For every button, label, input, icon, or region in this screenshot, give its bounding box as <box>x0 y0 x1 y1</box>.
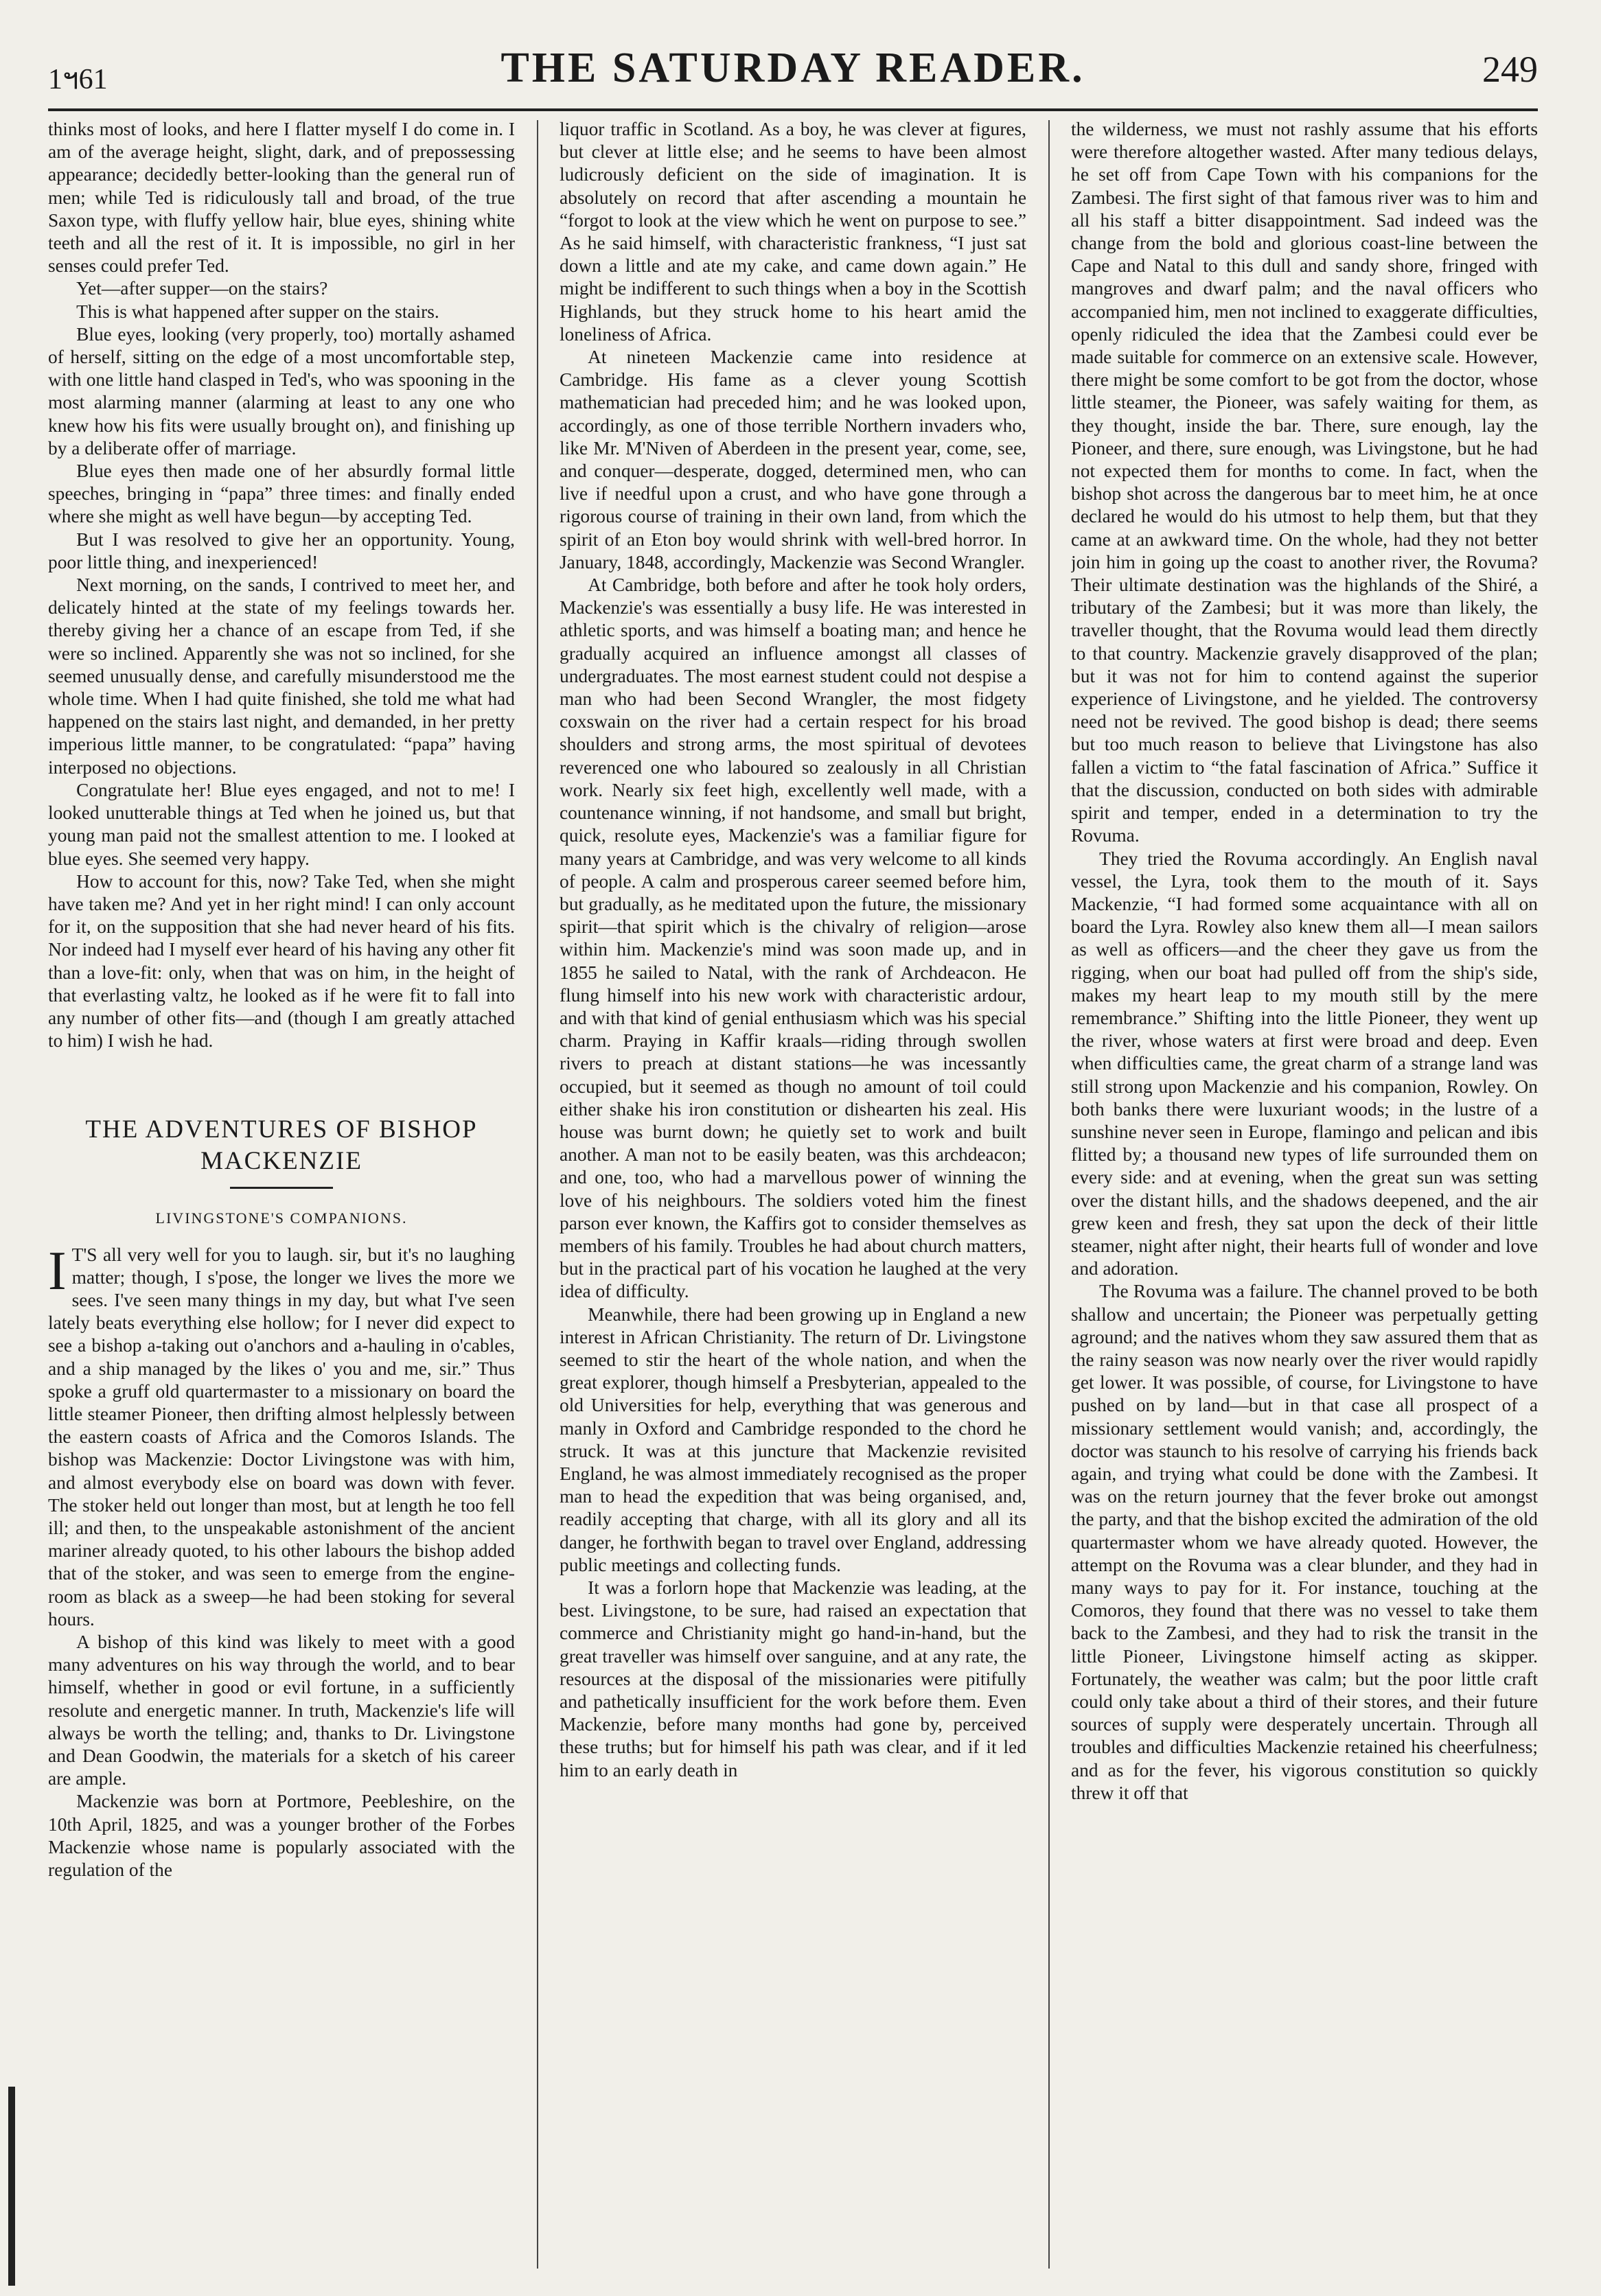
column-2 <box>560 118 1026 2266</box>
paragraph: The Rovuma was a failure. The channel proved to be both shallow and uncertain; the Pioneer was perpetually getting aground; and the natives whom they saw assured them that as the rainy season was now nearly over the river would rapidly get lower. It was possible, of course, for Livingstone to have pushed on by land—but in that case all prospect of a missionary settlement would vanish; and, accordingly, the doctor was staunch to his resolve of carrying his friends back again, and trying what could be done with the Zambesi. It was on the return journey that the fever broke out amongst the party, and that the bishop excited the admiration of the old quartermaster whom we have already quoted. However, the attempt on the Rovuma was a clear blunder, and they had in many ways to pay for it. For instance, touching at the Comoros, they found that there was no vessel to take them back to the Zambesi, and they had to risk the transit in the little Pioneer, Livingstone himself acting as skipper. Fortunately, the weather was calm; but the poor little craft could only take about a third of their stores, and their future sources of supply were desperately uncertain. Through all troubles and difficulties Mackenzie retained his cheerfulness; and as for the fever, his vigorous constitution so quickly threw it off that <box>1071 1281 1538 1803</box>
paragraph: Yet—after supper—on the stairs? <box>76 278 328 299</box>
paragraph: liquor traffic in Scotland. As a boy, he was clever at figures, but clever at little else; and he seems to have been almost ludicrously deficient on the side of imagination. It is absolutely on record that after ascending a mountain he “forgot to look at the view which he went on purpose to see.” As he said himself, with characteristic frankness, “I just sat down a little and ate my cake, and came down again.” He might be indifferent to such things when a boy in the Scottish Highlands, but they struck home to his heart amid the loneliness of Africa. <box>560 119 1026 345</box>
paragraph: It was a forlorn hope that Mackenzie was leading, at the best. Livingstone, to be sure, had raised an expectation that commerce and Christianity might go hand-in-hand, but the great traveller was himself over sanguine, and at any rate, the resources at the disposal of the missionaries were pitifully and pathetically insufficient for the work before them. Even Mackenzie, before many months had gone by, perceived these truths; but for himself his path was clear, and if it led him to an early death in <box>560 1577 1026 1781</box>
header-rule <box>48 108 1538 111</box>
newspaper-page <box>48 41 1538 2279</box>
column-1 <box>48 118 515 2266</box>
page-number: 249 <box>1482 49 1538 90</box>
paragraph: Congratulate her! Blue eyes engaged, and not to me! I looked unutterable things at Ted when he joined us, but that young man paid not the smallest attention to me. I looked at blue eyes. She seemed very happy. <box>48 779 515 869</box>
paragraph: Next morning, on the sands, I contrived to meet her, and delicately hinted at the state of my feelings towards her. thereby giving her a chance of an escape from Ted, if she were so inclined. Apparently she was not so inclined, for she seemed unusually dense, and carefully misunderstood me the whole time. When I had quite finished, she told me what had happened on the stairs last night, and demanded, in her pretty imperious little manner, to be congratulated: “papa” having interposed no objections. <box>48 575 515 778</box>
paragraph: At nineteen Mackenzie came into residence at Cambridge. His fame as a clever young Scottish mathematician had preceded him; and he was looked upon, accordingly, as one of those terrible Northern invaders who, like Mr. M'Niven of Aberdeen in the present year, come, see, and conquer—desperate, dogged, determined men, who can live if needful upon a crust, and who have gone through a rigorous course of training in their own land, from which the spirit of an Eton boy would shrink with well-bred horror. In January, 1848, accordingly, Mackenzie was Second Wrangler. <box>560 347 1026 572</box>
paragraph: At Cambridge, both before and after he took holy orders, Mackenzie's was essentially a busy life. He was interested in athletic sports, and was himself a boating man; and hence he gradually acquired an influence amongst all classes of undergraduates. The most earnest student could not despise a man who had been Second Wrangler, the most fidgety coxswain on the river had a certain respect for his broad shoulders and strong arms, the most spiritual of devotees reverenced one who laboured so zealously in all Christian work. Nearly six feet high, excellently well made, with a countenance winning, if not handsome, and small but bright, quick, resolute eyes, Mackenzie's was a familiar figure for many years at Cambridge, and was very welcome to all kinds of people. A calm and prosperous career seemed before him, but gradually, as he meditated upon the future, the missionary spirit—that spirit which is the chivalry of religion—arose within him. Mackenzie's mind was soon made up, and in 1855 he sailed to Natal, with the rank of Archdeacon. He flung himself into his new work with characteristic ardour, and with that kind of genial enthusiasm which was his special charm. Praying in Kaffir kraals—riding through swollen rivers to preach at distant stations—he was incessantly occupied, but it seemed as though no amount of toil could either shake his iron constitution or dishearten his zeal. His house was burnt down; he quietly set to work and built another. A man not to be easily beaten, was this archdeacon; and one, too, who had a marvellous power of winning the love of his neighbours. The soldiers voted him the finest parson ever known, the Kaffirs got to consider themselves as members of his family. Troubles he had about church matters, but in the practical part of his vocation he laughed at the very idea of difficulty. <box>560 575 1026 1302</box>
paragraph <box>48 1240 515 1631</box>
column-3 <box>1071 118 1538 2266</box>
paragraph: This is what happened after supper on the stairs. <box>76 301 439 322</box>
paragraph: the wilderness, we must not rashly assume that his efforts were therefore altogether wasted. After many tedious delays, he set off from Cape Town with his companions for the Zambesi. The first sight of that famous river was to him and all his staff a bitter disappointment. Sad indeed was the change from the bold and glorious coast-line between the Cape and Natal to this dull and sandy shore, fringed with mangroves and dwarf palm; and the naval officers who accompanied him, men not inclined to exaggerate difficulties, openly ridiculed the idea that the Zambesi could ever be made suitable for commerce on an extensive scale. However, there might be some comfort to be got from the doctor, whose little steamer, the Pioneer, was safely waiting for them, as they thought, inside the bar. There, sure enough, lay the Pioneer, and there, sure enough, was Livingstone, but he had not expected them for months to come. In fact, when the bishop shot across the dangerous bar to meet him, he at once declared he would do his utmost to help them, but that they came at an awkward time. On the whole, had they not better join him in going up the coast to another river, the Rovuma? Their ultimate destination was the highlands of the Shiré, a tributary of the Zambesi; but it was more than likely, the traveller thought, that the Rovuma would lead them directly to that country. Mackenzie gravely disapproved of the plan; but it was not for him to contend against the superior experience of Livingstone, and he yielded. The controversy need not be revived. The good bishop is dead; there seems but too much reason to believe that Livingstone has also fallen a victim to “the fatal fascination of Africa.” Suffice it that the discussion, conducted on both sides with admirable spirit and temper, ended in a determination to try the Rovuma. <box>1071 119 1538 846</box>
paragraph-text: T'S all very well for you to laugh. sir, but it's no laughing matter; though, I s'pose, the longer we lives the more we sees. I've seen many things in my day, but what I've seen lately beats everything else hollow; for I never did expect to see a bishop a-taking out o'anchors and a-hauling in o'cables, and a ship managed by the likes o' you and me, sir.” Thus spoke a gruff old quartermaster to a missionary on board the little steamer Pioneer, then drifting almost helplessly between the eastern coasts of Africa and the Comoros Islands. The bishop was Mackenzie: Doctor Livingstone was with him, and almost everybody else on board was down with fever. The stoker held out longer than most, but at length he too fell ill; and then, to the unspeakable astonishment of the ancient mariner already quoted, to his other labours the bishop added that of the stoker, and was seen to emerge from the engine-room as black as a sweep—he had been stoking for several hours. <box>48 1244 515 1630</box>
paragraph: But I was resolved to give her an opportunity. Young, poor little thing, and inexperienced! <box>48 529 515 572</box>
paragraph: Blue eyes, looking (very properly, too) mortally ashamed of herself, sitting on the edge of a most uncomfortable step, with one little hand clasped in Ted's, who was spooning in the most alarming manner (alarming at least to any one who knew how his fits were usually brought on), and finishing up by a deliberate offer of marriage. <box>48 323 515 459</box>
paragraph: thinks most of looks, and here I flatter myself I do come in. I am of the average height, slight, dark, and of prepossessing appearance; decidedly better-looking than the general run of men; while Ted is ridiculously tall and broad, of the true Saxon type, with fluffy yellow hair, blue eyes, shining white teeth and all the rest of it. It is impossible, no girl in her senses could prefer Ted. <box>48 119 515 277</box>
header-left-mark: 1ฯ61 <box>48 64 108 95</box>
binding-edge-mark <box>8 2087 15 2286</box>
masthead-title: THE SATURDAY READER. <box>500 45 1085 91</box>
article-subtitle: LIVINGSTONE'S COMPANIONS. <box>155 1209 408 1227</box>
paragraph: They tried the Rovuma accordingly. An English naval vessel, the Lyra, took them to the mouth of it. Says Mackenzie, “I had formed some acquaintance with all on board the Lyra. Rowley also knew them all—I mean sailors as well as officers—and the cheer they gave us from the rigging, when our boat had pulled off from the ship's side, makes my heart leap to my mouth still by the mere remembrance.” Shifting into the little Pioneer, they went up the river, whose waters at first were broad and deep. Even when difficulties came, the great charm of a strange land was still strong upon Mackenzie and his companion, Rowley. On both banks there were luxuriant woods; in the lustre of a sunshine never seen in Europe, flamingo and pelican and ibis flitted by; a thousand new types of life surrounded them on every side: and at evening, when the great sun was setting over the distant hills, and the shadows deepened, and the air grew keen and fresh, they sat upon the deck of their little steamer, night after night, their hearts full of wonder and love and adoration. <box>1071 848 1538 1279</box>
drop-cap: I <box>48 1240 67 1301</box>
page-header <box>48 41 1538 110</box>
paragraph: Meanwhile, there had been growing up in England a new interest in African Christianity. The return of Dr. Livingstone seemed to stir the heart of the whole nation, and when the great explorer, though himself a Presbyterian, appealed to the old Universities for help, everything that was generous and manly in Oxford and Cambridge responded to the chord he struck. It was at this juncture that Mackenzie revisited England, he was almost immediately recognised as the proper man to head the expedition that was being organised, and, readily accepting that charge, with all its glory and all its danger, he forthwith began to travel over England, addressing public meetings and collecting funds. <box>560 1303 1026 1575</box>
column-divider-1 <box>537 120 538 2269</box>
paragraph: Mackenzie was born at Portmore, Peebleshire, on the 10th April, 1825, and was a younger brother of the Forbes Mackenzie whose name is popularly associated with the regulation of the <box>48 1791 515 1881</box>
title-rule <box>230 1187 333 1189</box>
article-title: THE ADVENTURES OF BISHOP MACKENZIE <box>85 1115 478 1176</box>
column-divider-2 <box>1048 120 1050 2269</box>
paragraph: Blue eyes then made one of her absurdly formal little speeches, bringing in “papa” three times: and finally ended where she might as well have begun—by accepting Ted. <box>48 461 515 527</box>
paragraph: A bishop of this kind was likely to meet with a good many adventures on his way through the world, and to bear himself, whether in good or evil fortune, in a sufficiently resolute and energetic manner. In truth, Mackenzie's life will always be worth the telling; and, thanks to Dr. Livingstone and Dean Goodwin, the materials for a sketch of his career are ample. <box>48 1631 515 1789</box>
paragraph: How to account for this, now? Take Ted, when she might have taken me? And yet in her right mind! I can only account for it, on the supposition that she had never heard of his fits. Nor indeed had I myself ever heard of his having any other fit than a love-fit: only, when that was on him, in the height of that everlasting valtz, he looked as if he were fit to fall into any number of other fits—and (though I am greatly attached to him) I wish he had. <box>48 870 515 1052</box>
